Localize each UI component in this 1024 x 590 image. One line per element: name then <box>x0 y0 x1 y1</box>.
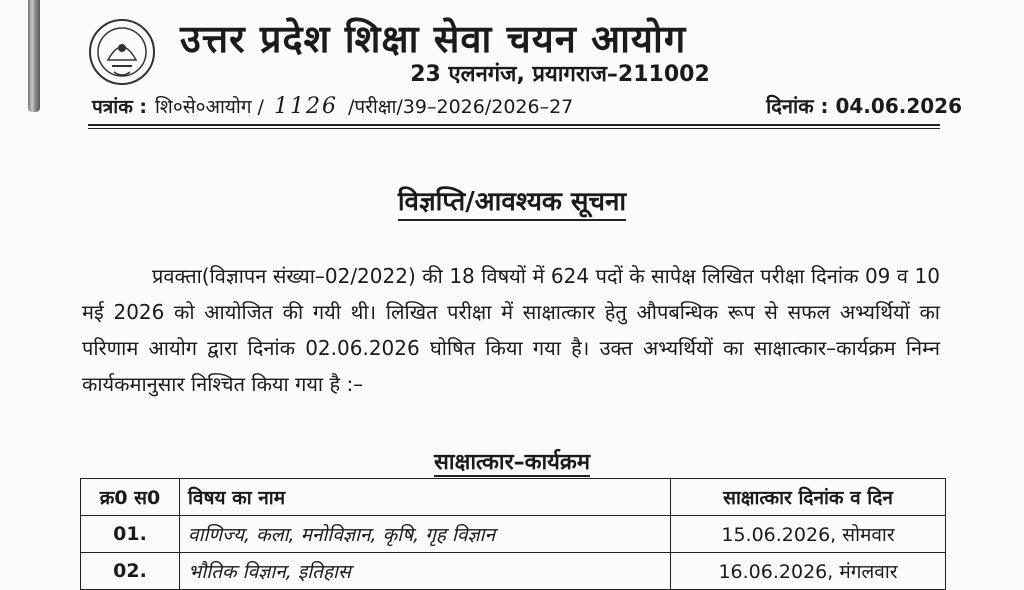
header-divider-thin <box>88 128 940 129</box>
column-header-serial: क्र0 स0 <box>81 479 180 516</box>
date-cell: 16.06.2026, मंगलवार <box>671 553 946 590</box>
table-row <box>81 516 946 553</box>
notice-heading-text: विज्ञप्ति/आवश्यक सूचना <box>398 187 626 221</box>
reference-line <box>92 92 962 119</box>
schedule-heading <box>0 446 1024 476</box>
reference-suffix: /परीक्षा/39–2026/2026–27 <box>347 96 574 118</box>
government-emblem-icon <box>88 14 156 94</box>
reference-number: 1126 <box>273 94 338 119</box>
issue-date: दिनांक : 04.06.2026 <box>766 94 962 118</box>
notice-heading <box>0 182 1024 218</box>
date-cell: 15.06.2026, सोमवार <box>671 516 946 553</box>
schedule-heading-text: साक्षात्कार–कार्यक्रम <box>434 450 590 475</box>
reference-label: पत्रांक : <box>92 96 148 118</box>
header-divider <box>88 124 940 126</box>
reference-prefix: शि०से०आयोग / <box>155 96 264 118</box>
serial-cell: 01. <box>81 516 180 553</box>
serial-cell: 02. <box>81 553 180 590</box>
table-row <box>81 553 946 590</box>
notice-body: प्रवक्ता(विज्ञापन संख्या–02/2022) की 18 विषयों में 624 पदों के सापेक्ष लिखित परीक्षा दिनांक 09 व 10 मई 2026 को आयोजित की गयी थी। लिखित परीक्षा में साक्षात्कार हेतु औपबन्धिक रूप से सफल अभ्यर्थियों का परिणाम आयोग द्वारा दिनांक 02.06.2026 घोषित किया गया है। उक्त अभ्यर्थियों का साक्षात्कार–कार्यक्रम निम्न कार्यकमानुसार निश्चित किया गया है :– <box>82 264 940 396</box>
organization-address: 23 एलनगंज, प्रयागराज–211002 <box>410 62 710 87</box>
subject-cell: भौतिक विज्ञान, इतिहास <box>180 553 671 590</box>
subject-cell: वाणिज्य, कला, मनोविज्ञान, कृषि, गृह विज्ञान <box>180 516 671 553</box>
column-header-subject: विषय का नाम <box>180 479 671 516</box>
column-header-date: साक्षात्कार दिनांक व दिन <box>671 479 946 516</box>
paper-clip <box>28 0 40 112</box>
organization-title: उत्तर प्रदेश शिक्षा सेवा चयन आयोग <box>180 17 687 61</box>
schedule-table <box>80 478 946 590</box>
table-header-row <box>81 479 946 516</box>
